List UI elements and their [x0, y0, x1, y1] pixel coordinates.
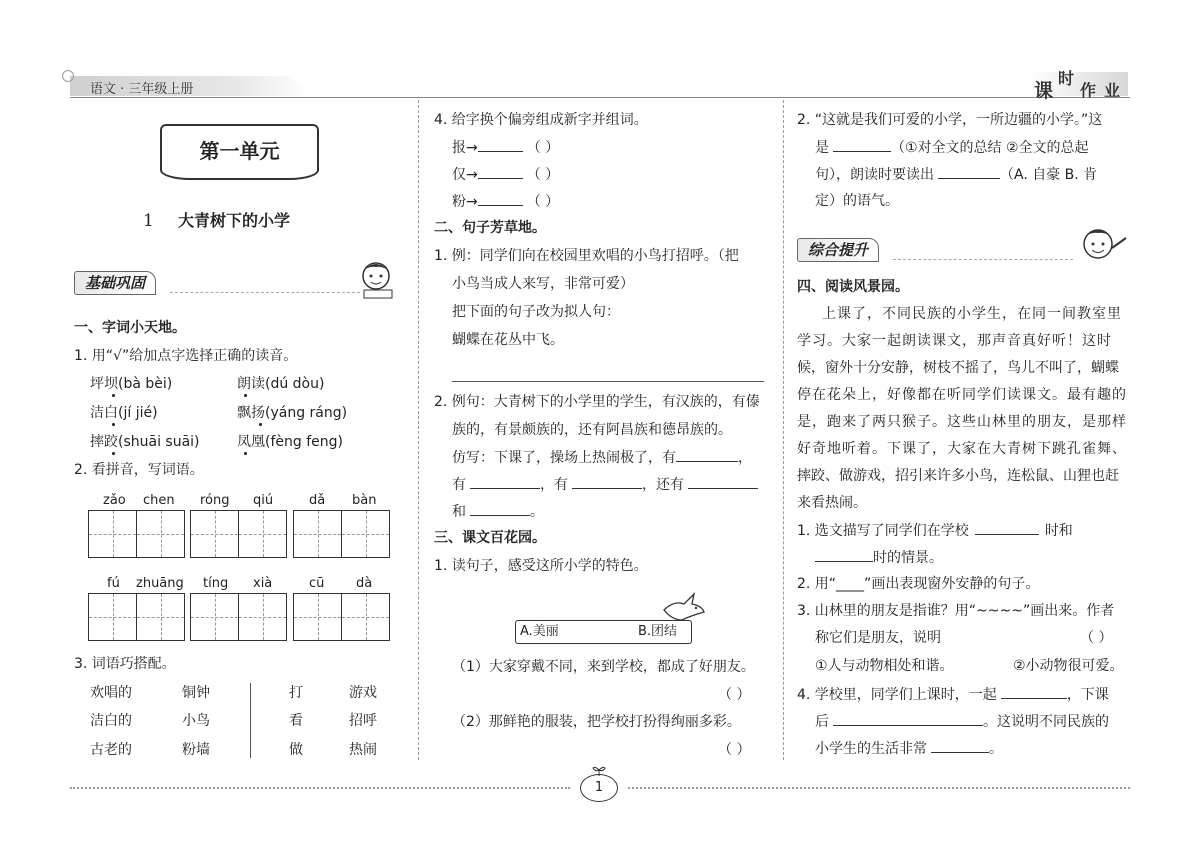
pinyin: fú [107, 576, 120, 591]
page-number: 1 [580, 774, 618, 802]
reading-option: 凤凰(fèng feng) [237, 434, 343, 450]
answer-line[interactable] [452, 381, 764, 382]
rq-3-option: ②小动物很可爱。 [1013, 658, 1124, 674]
passage-line: 好奇地听着。下课了，大家在大青树下跳孔雀舞、 [797, 441, 1127, 457]
answer-blank[interactable] [478, 137, 523, 152]
footer-dotted-rule [628, 787, 1130, 789]
q4-prompt: 4. 给字换个偏旁组成新字并组词。 [434, 112, 648, 128]
header-rule [70, 97, 1130, 98]
answer-blank[interactable] [833, 711, 983, 726]
answer-blank[interactable] [688, 474, 758, 489]
match-word[interactable]: 欢唱的 [90, 685, 132, 701]
answer-blank[interactable] [931, 738, 989, 753]
example-1: 小鸟当成人来写，非常可爱） [452, 276, 634, 292]
answer-blank[interactable] [572, 474, 642, 489]
answer-paren[interactable]: （ ） [1080, 630, 1113, 646]
rq-3-option: ①人与动物相处和谐。 [815, 658, 954, 674]
answer-paren[interactable]: （ ） [718, 742, 751, 758]
passage-line: 是，跑来了两只猴子。这些山林里的朋友，是那样 [797, 414, 1127, 430]
pinyin: cū [309, 576, 325, 591]
pinyin: róng [200, 493, 230, 508]
passage-line: 来看热闹。 [797, 495, 867, 511]
answer-blank[interactable] [478, 164, 523, 179]
rq-4: 4. 学校里，同学们上课时，一起 ，下课 [797, 684, 1109, 705]
q1-title: 一、字词小天地。 [74, 320, 186, 336]
book-title: 语文 · 三年级上册 [90, 82, 194, 97]
pinyin: chen [143, 493, 175, 508]
reading-option: 坪坝(bà bèi) [90, 376, 173, 392]
column-divider-1 [418, 100, 419, 760]
example-1-sentence: 蝴蝶在花丛中飞。 [452, 332, 564, 348]
q3-1-prompt: 1. 读句子，感受这所小学的特色。 [434, 558, 648, 574]
passage-line: 上课了，不同民族的小学生，在同一间教室里 [822, 306, 1122, 322]
reading-option: 飘扬(yáng ráng) [237, 405, 348, 421]
emphasis-dot [244, 452, 247, 455]
rq-1: 1. 选文描写了同学们在学校 时和 [797, 520, 1073, 541]
dove-icon [660, 590, 706, 624]
emphasis-dot [259, 423, 262, 426]
emphasis-dot [244, 394, 247, 397]
pinyin: dǎ [309, 493, 326, 508]
answer-blank[interactable] [815, 547, 873, 562]
footer-dotted-rule [70, 787, 570, 789]
pinyin: dà [356, 576, 373, 591]
reading-option: 摔跤(shuāi suāi) [90, 434, 200, 450]
rq2: 定）的语气。 [815, 193, 899, 209]
rq-4: 后 。这说明不同民族的 [815, 711, 1109, 732]
answer-blank[interactable] [1001, 684, 1067, 699]
answer-blank[interactable] [938, 164, 1000, 179]
match-word[interactable]: 铜钟 [182, 685, 210, 701]
rq2: 2. “这就是我们可爱的小学，一所边疆的小学。”这 [797, 112, 1103, 128]
example-2: 2. 例句：大青树下的小学里的学生，有汉族的，有傣 [434, 394, 760, 410]
emphasis-dot [112, 452, 115, 455]
match-word[interactable]: 古老的 [90, 742, 132, 758]
boy-reading-icon [356, 258, 402, 302]
writing-grid[interactable] [293, 593, 390, 641]
writing-grid[interactable] [190, 510, 287, 558]
lesson-title: 大青树下的小学 [178, 211, 291, 230]
option-b: B.团结 [638, 624, 678, 639]
match-word[interactable]: 小鸟 [182, 713, 210, 729]
brand-char-3: 作 [1080, 81, 1097, 100]
answer-blank[interactable] [975, 520, 1039, 535]
brand-char-4: 业 [1104, 81, 1121, 100]
imitation-line: 有 ，有 ，还有 [452, 474, 758, 495]
passage-line: 摔跤、做游戏，招引来许多小鸟，连松鼠、山狸也赶 [797, 468, 1119, 484]
q4-title: 四、阅读风景园。 [797, 279, 909, 295]
section-tag-basic: 基础巩固 [74, 271, 156, 295]
unit-title: 第一单元 [160, 124, 319, 180]
pinyin: qiú [253, 493, 274, 508]
section-rule [893, 259, 1073, 260]
passage-line: 学习。大家一起朗读课文，那声音真好听！这时 [797, 333, 1112, 349]
radical-row: 仅→ （ ） [452, 164, 559, 185]
lesson-number: 1 [143, 211, 154, 231]
pinyin: tíng [203, 576, 229, 591]
writing-grid[interactable] [88, 510, 185, 558]
match-word[interactable]: 洁白的 [90, 713, 132, 729]
imitation-line: 和 。 [452, 501, 544, 522]
answer-paren[interactable]: （ ） [718, 687, 751, 703]
passage-line: 候，窗外十分安静，树枝不摇了，鸟儿不叫了，蝴蝶 [797, 360, 1119, 376]
column-divider-2 [783, 100, 784, 760]
rq2: 句），朗读时要读出 （A. 自豪 B. 肯 [815, 164, 1097, 185]
q1-3-prompt: 3. 词语巧搭配。 [74, 656, 176, 672]
q1-1-prompt: 1. 用“√”给加点字选择正确的读音。 [74, 348, 298, 364]
leaf-icon [592, 764, 606, 776]
option-a: A.美丽 [520, 624, 559, 639]
q3-title: 三、课文百花园。 [434, 530, 546, 546]
rq-3: 3. 山林里的朋友是指谁？用“~~~~”画出来。作者 [797, 603, 1115, 619]
reading-option: 朗读(dú dòu) [237, 376, 325, 392]
example-1: 1. 例：同学们向在校园里欢唱的小鸟打招呼。（把 [434, 248, 739, 264]
writing-grid[interactable] [293, 510, 390, 558]
emphasis-dot [112, 394, 115, 397]
emphasis-dot [112, 423, 115, 426]
match-word[interactable]: 打 [289, 685, 303, 701]
answer-blank[interactable] [676, 447, 738, 462]
reading-option: 洁白(jí jié) [90, 405, 158, 421]
match-word[interactable]: 招呼 [349, 713, 377, 729]
example-2: 族的，有景颇族的，还有阿昌族和德昂族的。 [452, 422, 732, 438]
answer-blank[interactable] [833, 137, 891, 152]
rq-3: 称它们是朋友，说明 [815, 630, 941, 646]
boy-waving-icon [1072, 222, 1130, 268]
match-word[interactable]: 看 [289, 713, 303, 729]
passage-line: 停在花朵上，好像都在听同学们读课文。最有趣的 [797, 387, 1127, 403]
pinyin: zhuāng [136, 576, 184, 591]
sentence-1: （1）大家穿戴不同，来到学校，都成了好朋友。 [452, 659, 755, 675]
brand-char-1: 课 [1034, 80, 1054, 102]
writing-grid[interactable] [190, 593, 287, 641]
pinyin: zǎo [103, 493, 126, 508]
rq-1: 时的情景。 [815, 547, 943, 568]
radical-row: 报→ （ ） [452, 137, 559, 158]
rq-2: 2. 用“____”画出表现窗外安静的句子。 [797, 576, 1040, 592]
match-word[interactable]: 热闹 [349, 742, 377, 758]
section-tag-comprehensive: 综合提升 [797, 238, 879, 262]
header-badge-icon [62, 70, 74, 82]
writing-grid[interactable] [88, 593, 185, 641]
pinyin: bàn [352, 493, 377, 508]
rq2: 是 （①对全文的总结 ②全文的总起 [815, 137, 1089, 158]
imitation-line: 仿写：下课了，操场上热闹极了，有 ， [452, 447, 752, 468]
example-1-instruction: 把下面的句子改为拟人句： [452, 304, 620, 320]
answer-blank[interactable] [470, 474, 540, 489]
match-word[interactable]: 做 [289, 742, 303, 758]
match-word[interactable]: 游戏 [349, 685, 377, 701]
brand-char-2: 时 [1058, 69, 1075, 88]
rq-4: 小学生的生活非常 。 [815, 738, 1003, 759]
q2-title: 二、句子芳草地。 [434, 220, 546, 236]
section-rule [170, 292, 360, 293]
sentence-2: （2）那鲜艳的服装，把学校打扮得绚丽多彩。 [452, 714, 741, 730]
radical-row: 粉→ （ ） [452, 191, 559, 212]
answer-blank[interactable] [470, 501, 530, 516]
match-divider [250, 683, 251, 758]
answer-blank[interactable] [478, 191, 523, 206]
match-word[interactable]: 粉墙 [182, 742, 210, 758]
pinyin: xià [253, 576, 273, 591]
q1-2-prompt: 2. 看拼音，写词语。 [74, 462, 204, 478]
